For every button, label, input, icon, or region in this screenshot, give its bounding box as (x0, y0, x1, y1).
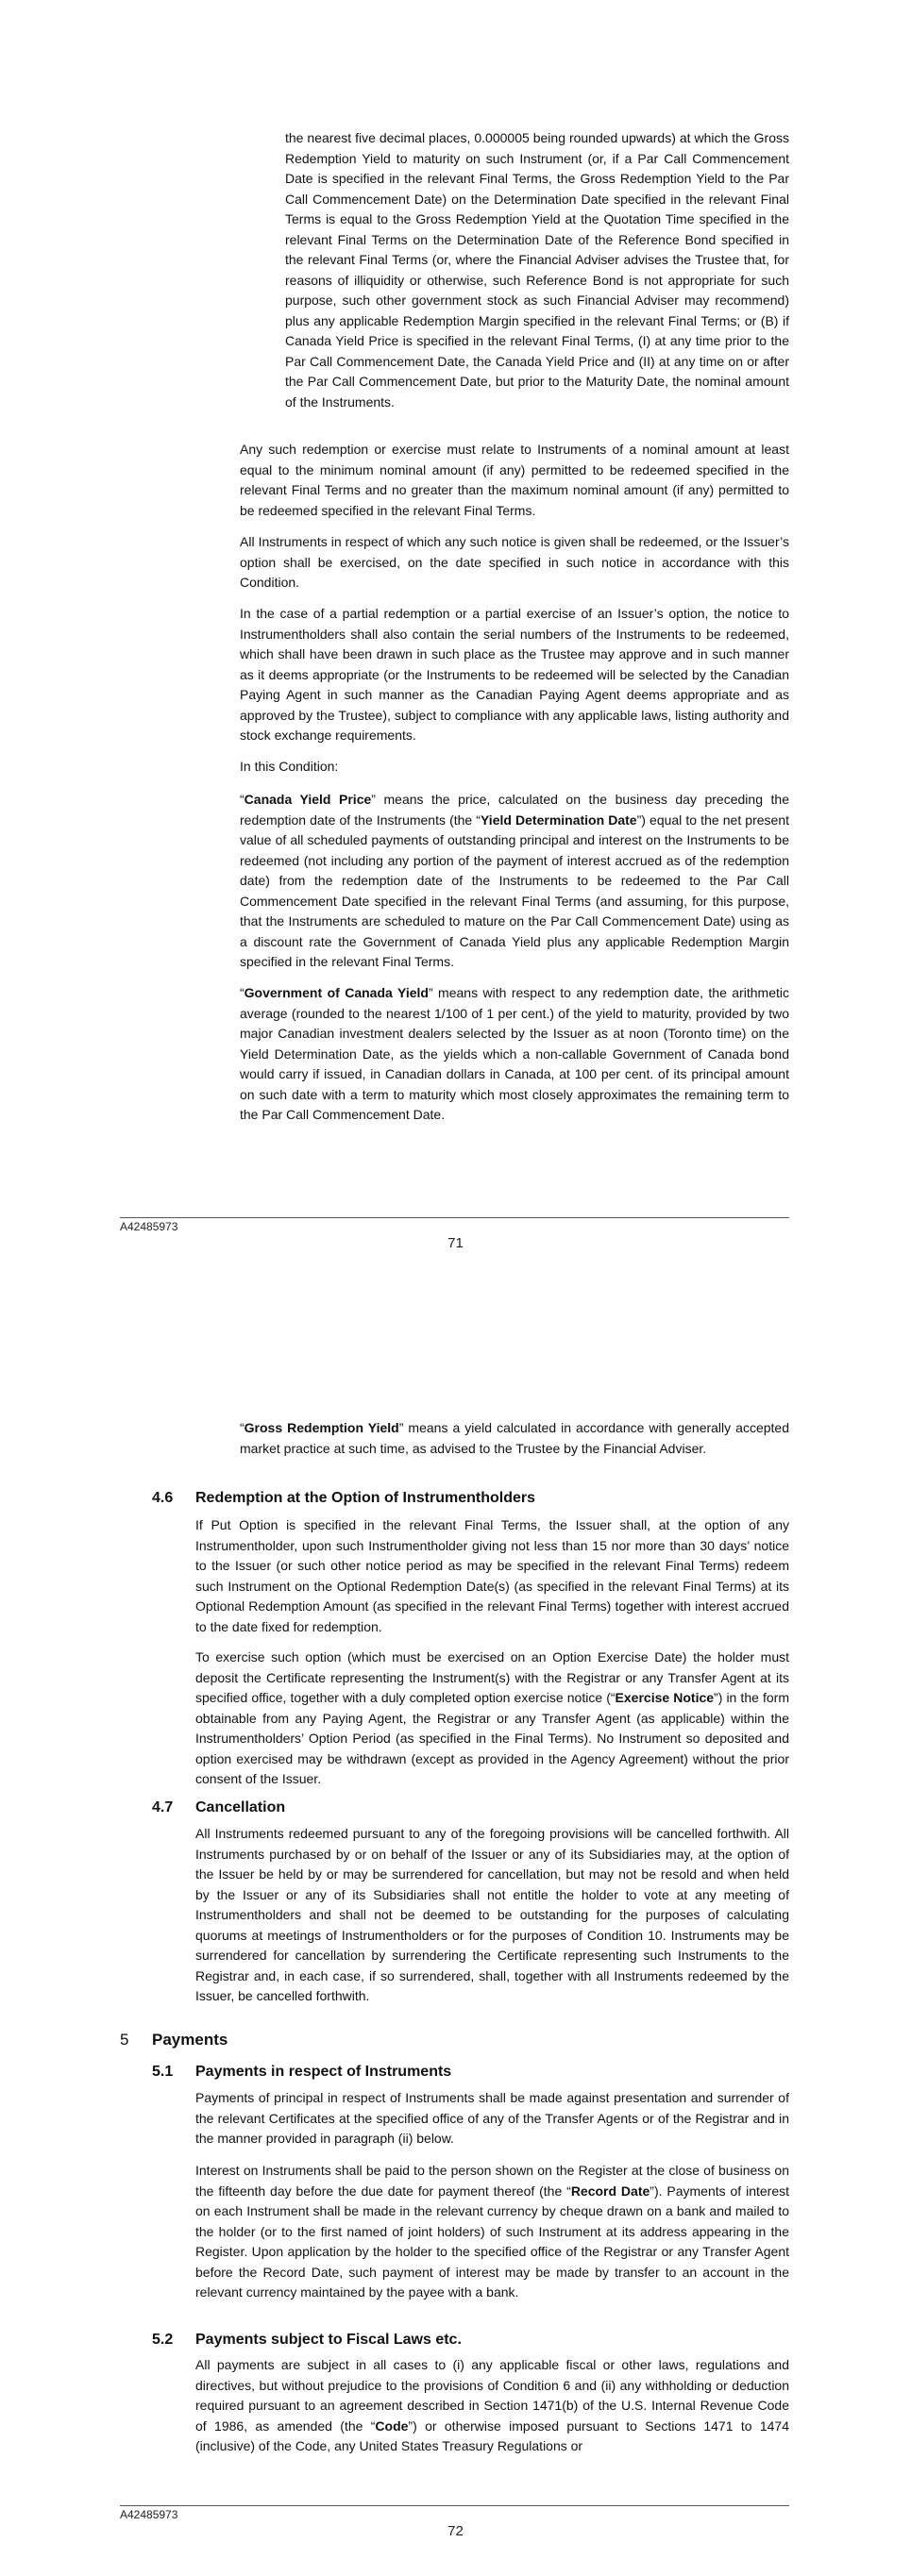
open-quote: “ (240, 985, 245, 1000)
page-number: 71 (447, 1235, 464, 1251)
definition-government-of-canada-yield (240, 983, 789, 1126)
page-72 (0, 1288, 911, 2576)
definition-text: ” means with respect to any redemption date, the arithmetic average (rounded to the nearest 1/100 of 1 per cent.) of the yield to maturity, provided by two major Canadian investment dealers selected by the Issuer as at noon (Toronto time) on the Yield Determination Date, as the yields which a non-callable Government of Canada bond would carry if issued, in Canadian dollars in Canada, at 100 per cent. of its principal amount on such date with a term to maturity which most closely approximates the remaining term to the Par Call Commencement Date. (240, 985, 789, 1122)
footer-document-reference: A42485973 (120, 1220, 178, 1233)
open-quote: “ (240, 792, 245, 807)
paragraph-redemption-nominal-amount: Any such redemption or exercise must relate to Instruments of a nominal amount at least equal to the minimum nominal amount (if any) permitted to be redeemed specified in the relevant Final Terms and no greater than the maximum nominal amount (if any) permitted to be redeemed specified in the relevant Final Terms. (240, 442, 789, 518)
definition-canada-yield-price (240, 790, 789, 973)
paragraph-text: ”). Payments of interest on each Instrument shall be made in the relevant currency by cheque drawn on a bank and mailed to the holder (or to the first named of joint holders) of such Instrument at its address appearing in the Register. Upon application by the holder to the specified office of the Registrar or any Transfer Agent before the Record Date, such payment of interest may be made by transfer to an account in the relevant currency maintained by the payee with a bank. (195, 2183, 789, 2300)
paragraph-text: ”) in the form obtainable from any Paying Agent, the Registrar or any Transfer Agent (as applicable) within the Instrumentholders’ Option Period (as specified in the Final Terms). No Instrument so deposited and option exercised may be withdrawn (except as provided in the Agency Agreement) without the prior consent of the Issuer. (195, 1690, 789, 1786)
paragraph-text: All payments are subject in all cases to (i) any applicable fiscal or other laws, regulations and directives, but without prejudice to the provisions of Condition 6 and (ii) any withholding or deduction required pursuant to an agreement described in Section 1471(b) of the U.S. Internal Revenue Code of 1986, as amended (the “ (195, 2357, 789, 2434)
footer-divider (120, 2505, 789, 2506)
paragraph-exercise-option (195, 1648, 789, 1790)
defined-term-record-date: Record Date (570, 2183, 650, 2199)
footer-divider (120, 1217, 789, 1218)
paragraph-text: ”) or otherwise imposed pursuant to Sections 1471 to 1474 (inclusive) of the Code, any United States Treasury Regulations or (195, 2417, 790, 2453)
paragraph-interest-payments (195, 2161, 789, 2303)
section-number-5: 5 (120, 2031, 129, 2049)
defined-term-canada-yield-price: Canada Yield Price (244, 792, 372, 807)
section-title-redemption-option-instrumentholders: Redemption at the Option of Instrumentholders (195, 1490, 535, 1506)
defined-term-gross-redemption-yield: Gross Redemption Yield (244, 1420, 399, 1435)
definition-gross-redemption-yield (240, 1418, 789, 1459)
paragraph-all-instruments-redeemed: All Instruments in respect of which any such notice is given shall be redeemed, or the Issuer’s option shall be exercised, on the date specified in such notice in accordance with this Condition. (240, 534, 789, 590)
paragraph-redemption-yield-continuation: the nearest five decimal places, 0.000005 being rounded upwards) at which the Gross Redemption Yield to maturity on such Instrument (or, if a Par Call Commencement Date is specified in the relevant Final Terms, the Gross Redemption Yield to the Par Call Commencement Date) on the Determination Date specified in the relevant Final Terms is equal to the Gross Redemption Yield at the Quotation Time specified in the relevant Final Terms on the Determination Date of the Reference Bond specified in the relevant Final Terms (or, where the Financial Adviser advises the Trustee that, for reasons of illiquidity or otherwise, such Reference Bond is not appropriate for such purpose, such other government stock as such Financial Adviser may recommend) plus any applicable Redemption Margin specified in the relevant Final Terms; or (B) if Canada Yield Price is specified in the relevant Final Terms, (I) at any time prior to the Par Call Commencement Date, the Canada Yield Price and (II) at any time on or after the Par Call Commencement Date, but prior to the Maturity Date, the nominal amount of the Instruments. (285, 130, 789, 410)
section-title-payments-in-respect: Payments in respect of Instruments (195, 2064, 452, 2080)
section-title-cancellation: Cancellation (195, 1799, 286, 1815)
defined-term-government-of-canada-yield: Government of Canada Yield (244, 985, 429, 1000)
section-number-5-1: 5.1 (152, 2064, 174, 2080)
open-quote: “ (240, 1420, 245, 1435)
defined-term-yield-determination-date: Yield Determination Date (480, 811, 637, 828)
footer-document-reference: A42485973 (120, 2508, 178, 2521)
paragraph-cancellation: All Instruments redeemed pursuant to any of the foregoing provisions will be cancelled forthwith. All Instruments purchased by or on behalf of the Issuer or any of its Subsidiaries may, at the option of the Issuer be held by or may be surrendered for cancellation, but may not be resold and when held by the Issuer or any of its Subsidiaries shall not entitle the holder to vote at any meeting of Instrumentholders and shall not be deemed to be outstanding for the purposes of calculating quorums at meetings of Instrumentholders or for the purposes of Condition 10. Instruments may be surrendered for cancellation by surrendering the Certificate representing such Instruments to the Registrar and, in each case, if so surrendered, shall, together with all Instruments redeemed by the Issuer, be cancelled forthwith. (195, 1826, 789, 2003)
section-number-5-2: 5.2 (152, 2332, 174, 2348)
defined-term-code: Code (375, 2417, 409, 2434)
paragraph-partial-redemption: In the case of a partial redemption or a partial exercise of an Issuer’s option, the notice to Instrumentholders shall also contain the serial numbers of the Instruments to be redeemed, which shall have been drawn in such place as the Trustee may approve and in such manner as it deems appropriate (or the Instruments to be redeemed will be selected by the Canadian Paying Agent in such manner as the Canadian Paying Agent deems appropriate and as approved by the Trustee), subject to compliance with any applicable laws, listing authority and stock exchange requirements. (240, 606, 789, 743)
paragraph-text: To exercise such option (which must be exercised on an Option Exercise Date) the holder must deposit the Certificate representing the Instrument(s) with the Registrar or any Transfer Agent at its specified office, together with a duly completed option exercise notice (“ (195, 1649, 789, 1705)
section-number-4-6: 4.6 (152, 1490, 174, 1506)
definition-text: ” means the price, calculated on the business day preceding the redemption date of the Instruments (the “ (240, 792, 789, 828)
section-title-fiscal-laws: Payments subject to Fiscal Laws etc. (195, 2332, 462, 2348)
paragraph-in-this-condition: In this Condition: (240, 759, 339, 774)
paragraph-fiscal-laws (195, 2355, 789, 2457)
defined-term-exercise-notice: Exercise Notice (615, 1690, 715, 1705)
page-number: 72 (447, 2523, 464, 2539)
definition-text: ”) equal to the net present value of all scheduled payments of outstanding principal and interest on the Instruments to be redeemed (not including any portion of the payment of interest accrued as of the redemption date) from the redemption date of the Instruments to be redeemed to the Par Call Commencement Date specified in the relevant Final Terms (and assuming, for this purpose, that the Instruments are scheduled to mature on the Par Call Commencement Date) using as a discount rate the Government of Canada Yield plus any applicable Redemption Margin specified in the relevant Final Terms. (240, 811, 790, 969)
section-title-payments: Payments (152, 2031, 228, 2049)
section-number-4-7: 4.7 (152, 1799, 174, 1815)
paragraph-text: Interest on Instruments shall be paid to the person shown on the Register at the close of business on the fifteenth day before the due date for payment thereof (the “ (195, 2163, 789, 2199)
definition-text: ” means a yield calculated in accordance with generally accepted market practice at such time, as advised to the Trustee by the Financial Adviser. (240, 1420, 789, 1456)
paragraph-payments-of-principal: Payments of principal in respect of Instruments shall be made against presentation and surrender of the relevant Certificates at the specified office of any of the Transfer Agents or of the Registrar and in the manner provided in paragraph (ii) below. (195, 2090, 789, 2146)
paragraph-put-option: If Put Option is specified in the relevant Final Terms, the Issuer shall, at the option of any Instrumentholder, upon such Instrumentholder giving not less than 15 nor more than 30 days’ notice to the Issuer (or such other notice period as may be specified in the relevant Final Terms) redeem such Instrument on the Optional Redemption Date(s) (as specified in the relevant Final Terms) at its Optional Redemption Amount (as specified in the relevant Final Terms) together with interest accrued to the date fixed for redemption. (195, 1517, 789, 1634)
